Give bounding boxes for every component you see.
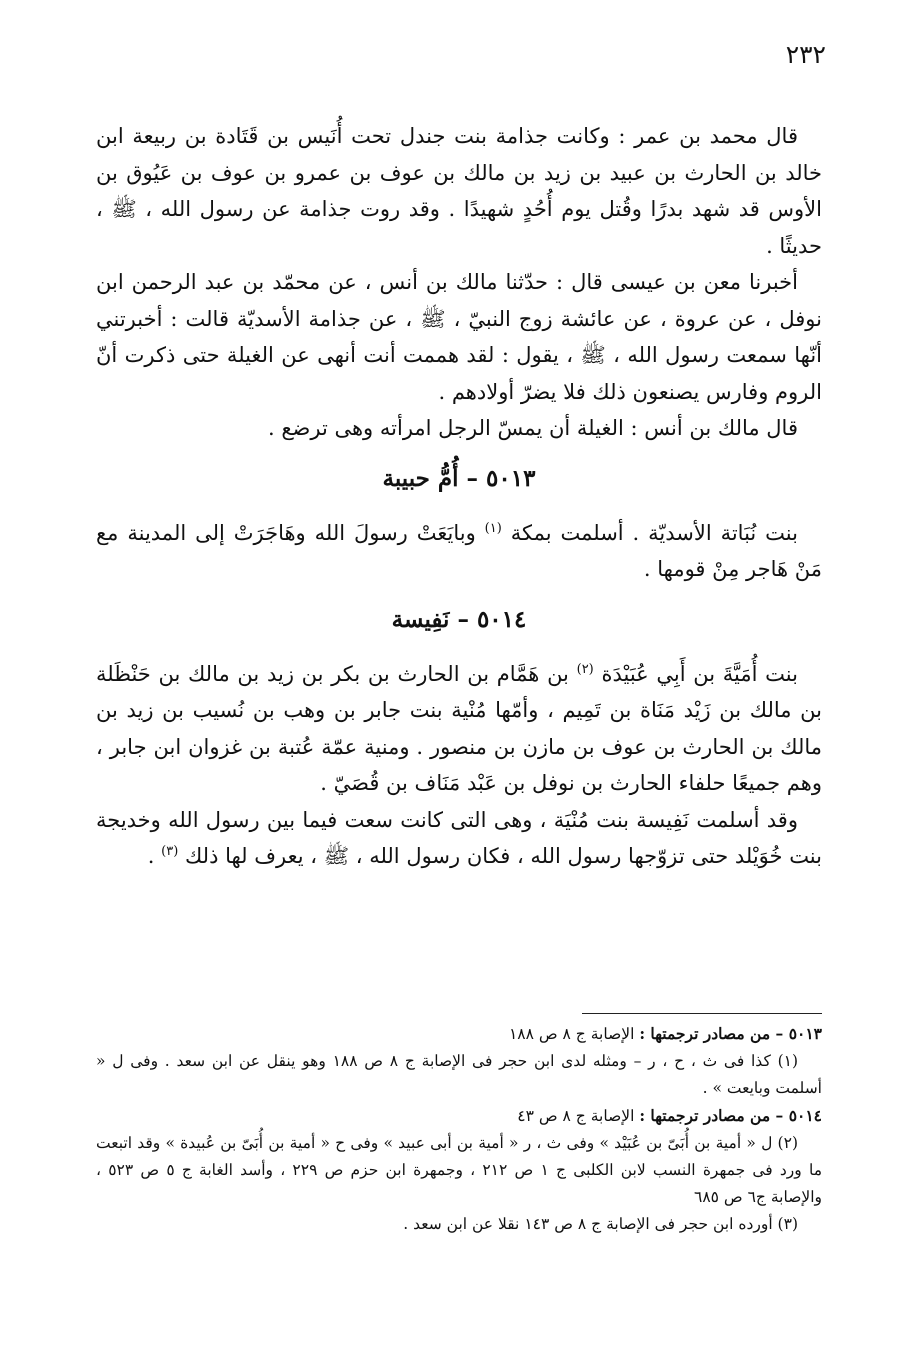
entry-heading-5013: ٥٠١٣ – أُمُّ حبيبة (382, 464, 536, 492)
footnote-ref-2[interactable]: (٢) (576, 661, 594, 677)
sources-5014-text: الإصابة ج ٨ ص ٤٣ (517, 1107, 635, 1125)
entry-5014-text-start: بنت أُمَيَّةَ بن أَبِي عُبَيْدَة (601, 661, 798, 686)
paragraph-jadhama: قال محمد بن عمر : وكانت جذامة بنت جندل تحت أُنَيس بن قَتَادة بن ربيعة ابن خالد بن الحارث بن عبيد بن زيد بن مالك بن عوف بن عمرو بن عوف بن عَيُوق بن الأوس قد شهد بدرًا وقُتل يوم أُحُدٍ شهيدًا . وقد روت جذامة عن رسول الله ، ﷺ ، حديثًا . (96, 124, 822, 258)
entry-5013-text-start: بنت نُبَاتة الأسديّة . أسلمت بمكة (510, 520, 798, 545)
sources-5014 (96, 1102, 822, 1130)
paragraph-malik: قال مالك بن أنس : الغيلة أن يمسّ الرجل امرأته وهى ترضع . (268, 416, 798, 440)
footnote-1: (١) كذا فى ث ، ح ، ر – ومثله لدى ابن حجر فى الإصابة ج ٨ ص ١٨٨ وهو ينقل عن ابن سعد . وفى ل « أسلمت وبايعت » . (96, 1052, 822, 1097)
footnote-2: (٢) ل « أمية بن أُبَىّ بن عُبَيْد » وفى ث ، ر « أمية بن أبى عبيد » وفى ح « أمية بن أُبَىّ بن عُبيدة » وقد اتبعت ما ورد فى جمهرة النسب لابن الكلبى ج ١ ص ٢١٢ ، وجمهرة ابن حزم ص ٢٢٩ ، وأسد الغابة ج ٥ ص ٥٢٣ ، والإصابة ج٦ ص ٦٨٥ (96, 1134, 822, 1206)
sources-5013-text: الإصابة ج ٨ ص ١٨٨ (508, 1025, 635, 1043)
footnote-ref-3[interactable]: (٣) (161, 844, 179, 859)
entry-text-5014-islam (96, 802, 822, 875)
entry-5014-text-lineage: بن هَمَّام بن الحارث بن بكر بن زيد بن مالك بن حَنْظَلة بن مالك بن زَيْد مَنَاة بن تَمِيم ، وأمّها مُنْية بنت جابر بن وهب بن نُسيب بن زيد بن مالك بن الحارث بن عوف بن مازن بن منصور . ومنية عمّة عُتبة بن غزوان ابن جابر ، وهم جميعًا حلفاء الحارث بن نوفل بن عَبْد مَنَاف بن قُصَيّ . (96, 661, 822, 795)
footnote-3: (٣) أورده ابن حجر فى الإصابة ج ٨ ص ١٤٣ نقلا عن ابن سعد . (403, 1215, 798, 1233)
paragraph-hadith: أخبرنا معن بن عيسى قال : حدّثنا مالك بن أنس ، عن محمّد بن عبد الرحمن ابن نوفل ، عن عروة ، عن عائشة زوج النبيّ ، ﷺ ، عن جذامة الأسديّة قالت : أخبرتني أنّها سمعت رسول الله ، ﷺ ، يقول : لقد هممت أنت أنهى عن الغيلة حتى ذكرت أنّ الروم وفارس يصنعون ذلك فلا يضرّ أولادهم . (96, 270, 822, 404)
footnotes (96, 1020, 822, 1238)
entry-text-5013 (96, 515, 822, 588)
entry-text-5014-lineage (96, 656, 822, 802)
entry-5014-text-islam: وقد أسلمت نَفِيسة بنت مُنْيَة ، وهى التى كانت سعت فيما بين رسول الله وخديجة بنت خُوَيْلد حتى تزوّجها رسول الله ، فكان رسول الله ، ﷺ ، يعرف لها ذلك (96, 807, 822, 868)
footnote-divider (582, 1013, 822, 1014)
sources-5013-label: ٥٠١٣ – من مصادر ترجمتها : (639, 1024, 822, 1043)
sources-5013 (96, 1020, 822, 1048)
sources-5014-label: ٥٠١٤ – من مصادر ترجمتها : (639, 1106, 822, 1125)
footnote-ref-1[interactable]: (١) (484, 520, 502, 536)
entry-5014-text-end: . (147, 844, 155, 868)
entry-5013-text-end: وبايَعَتْ رسولَ الله وهَاجَرَتْ إلى المدينة مع مَنْ هَاجر مِنْ قومها . (96, 520, 822, 581)
main-text (96, 118, 822, 875)
page-number: ٢٣٢ (785, 40, 826, 69)
entry-heading-5014: ٥٠١٤ – نَفِيسة (391, 605, 527, 633)
